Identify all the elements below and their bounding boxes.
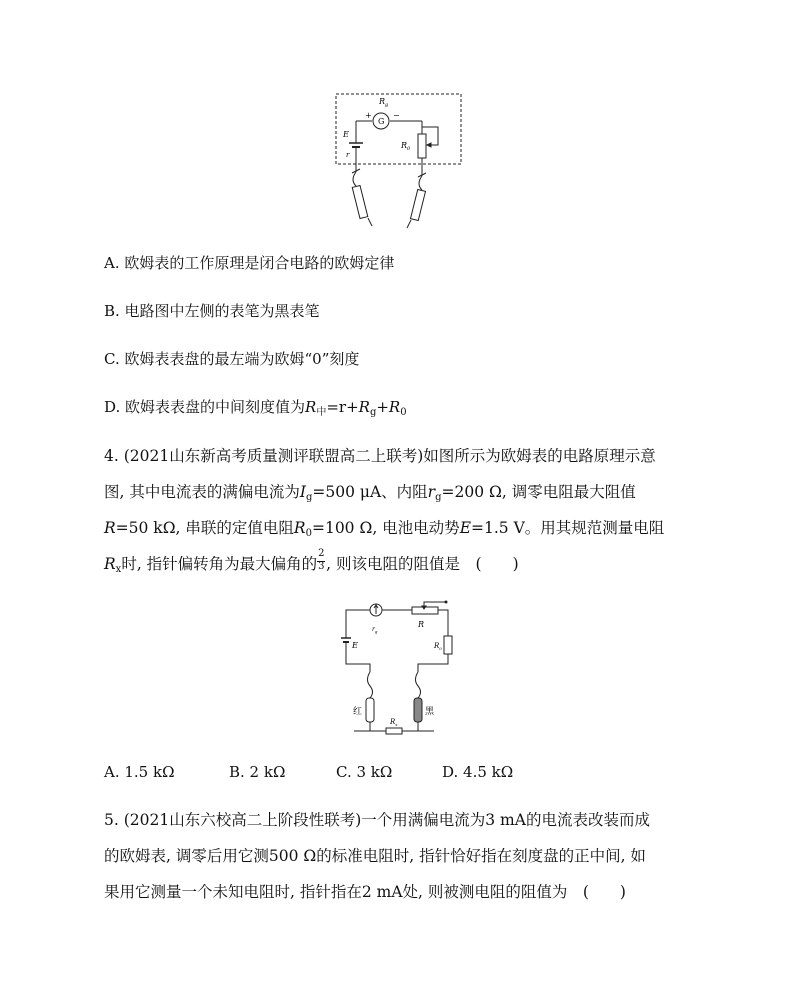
q3-option-b: B. 电路图中左侧的表笔为黑表笔	[104, 302, 320, 320]
q5-line-2: 的欧姆表, 调零后用它测500 Ω的标准电阻时, 指针恰好指在刻度盘的正中间, 如	[104, 847, 646, 865]
ohmmeter-circuit-figure-1	[334, 90, 464, 230]
dashed-enclosure	[336, 94, 461, 164]
label-e-2: E	[352, 641, 358, 650]
q4-line-4: $R_x$时, 指针偏转角为最大偏角的 $\frac{2}{3}$ , 则该电阻的阻值是 ( )	[104, 548, 519, 575]
label-rheostat: R	[418, 620, 425, 629]
label-r: r	[346, 151, 350, 159]
q3-option-c: C. 欧姆表表盘的最左端为欧姆“0”刻度	[104, 350, 360, 368]
q3-option-d: D. 欧姆表表盘的中间刻度值为$R_中=r+R_g+R_0$	[104, 398, 407, 418]
q3-option-a: A. 欧姆表的工作原理是闭合电路的欧姆定律	[104, 254, 395, 272]
label-rg: $R_g$	[379, 97, 389, 108]
q4-line-2: 图, 其中电流表的满偏电流为$I_g=500$ μA、内阻$r_g=200$ Ω, 调零电阻最大阻值	[104, 483, 636, 503]
q4-option-b: B. 2 kΩ	[229, 763, 286, 781]
probe-black	[414, 698, 422, 722]
q5-line-1: 5. (2021山东六校高二上阶段性联考)一个用满偏电流为3 mA的电流表改装而成	[104, 811, 650, 829]
variable-resistor-symbol	[418, 134, 426, 158]
q4-line-3: R=50 kΩ, 串联的定值电阻$R_0=100$ Ω, 电池电动势E=1.5 V。用其规范测量电阻	[104, 519, 665, 539]
q4-line-1: 4. (2021山东新高考质量测评联盟高二上联考)如图所示为欧姆表的电路原理示意	[104, 447, 656, 465]
label-plus: +	[365, 111, 372, 120]
label-r0: $R_0$	[401, 141, 411, 152]
label-r0-2: $R_0$	[434, 642, 442, 651]
resistor-rx-symbol	[386, 728, 402, 734]
label-red: 红	[353, 707, 363, 717]
resistor-r0-symbol	[444, 636, 452, 654]
probe-right	[410, 189, 425, 220]
label-g: G	[378, 117, 385, 126]
ohmmeter-circuit-figure-2	[338, 598, 460, 744]
q4-option-c: C. 3 kΩ	[336, 763, 393, 781]
q5-line-3: 果用它测量一个未知电阻时, 指针指在2 mA处, 则被测电阻的阻值为 ( )	[104, 883, 626, 901]
label-rx: $R_x$	[390, 718, 398, 727]
fraction-two-thirds: $\frac{2}{3}$	[318, 548, 325, 572]
probe-left	[352, 186, 368, 219]
label-rg-2: $r_g$	[372, 626, 378, 634]
probe-red	[366, 698, 374, 722]
label-e: E	[343, 130, 349, 139]
label-minus: −	[393, 111, 400, 120]
q4-option-a: A. 1.5 kΩ	[104, 763, 175, 781]
q4-option-d: D. 4.5 kΩ	[442, 763, 514, 781]
label-black: 黑	[425, 707, 435, 717]
